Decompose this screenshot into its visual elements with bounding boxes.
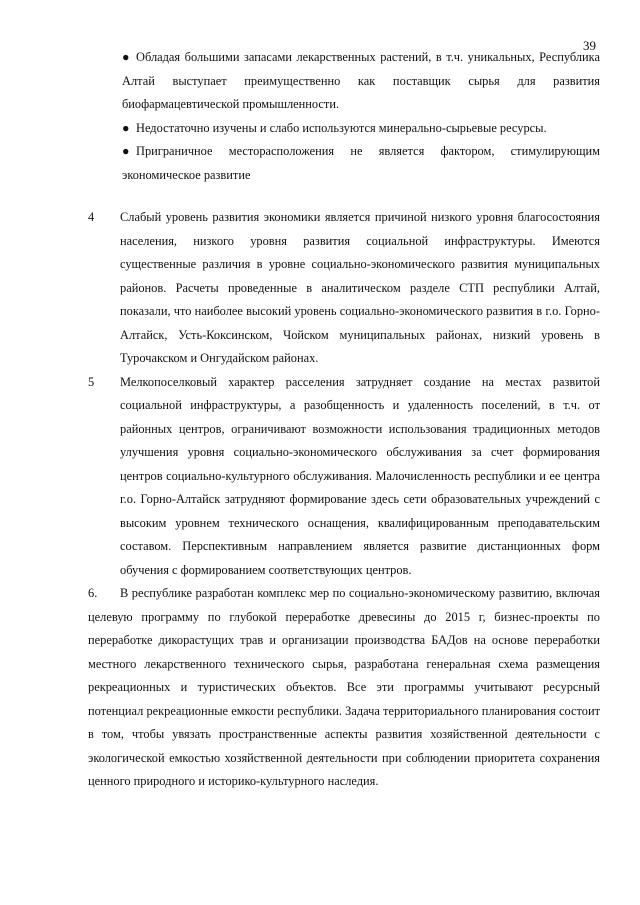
bullet-text: Недостаточно изучены и слабо используются минерально-сырьевые ресурсы. bbox=[136, 120, 547, 135]
item-text: Слабый уровень развития экономики является причиной низкого уровня благосостояния населения, низкого уровня развития социальной инфраструктуры. Имеются существенные различия в уровне социально-экономического развития муниципальных районов. Расчеты проведенные в аналитическом разделе СТП республики Алтай, показали, что наиболее высокий уровень социально-экономического развития в г.о. Горно-Алтайск, Усть-Коксинском, Чойском муниципальных районах, низкий уровень в Турочакском и Онгудайском районах. bbox=[120, 210, 600, 365]
bullet-item bbox=[122, 117, 600, 141]
bullet-icon: ● bbox=[122, 50, 130, 64]
page-number: 39 bbox=[583, 38, 596, 53]
item-number: 4 bbox=[88, 210, 95, 224]
item-number: 5 bbox=[88, 374, 95, 389]
bullet-item bbox=[122, 46, 600, 117]
list-item bbox=[88, 206, 600, 371]
list-item bbox=[88, 582, 600, 794]
list-item bbox=[88, 371, 600, 583]
bullet-text: Приграничное месторасположения не является фактором, стимулирующим экономическое развитие bbox=[122, 144, 600, 182]
item-text: В республике разработан комплекс мер по социально-экономическому развитию, включая целевую программу по глубокой переработке древесины до 2015 г, бизнес-проекты по переработке дикорастущих трав и организации производства БАДов на основе переработки местного лекарственного технического сырья, разработана генеральная схема размещения рекреационных и туристических объектов. Все эти программы учитывают ресурсный потенциал рекреационные емкости республики. Задача территориального планирования состоит в том, чтобы увязать пространственные аспекты развития хозяйственной деятельности с экологической емкостью хозяйственной деятельности при соблюдении приоритета сохранения ценного природного и историко-культурного наследия. bbox=[88, 586, 600, 788]
item-text: Мелкопоселковый характер расселения затрудняет создание на местах развитой социальной инфраструктуры, а разобщенность и удаленность поселений, в т.ч. от районных центров, ограничивают возможности использования традиционных методов улучшения уровня социально-экономического обслуживания за счет формирования центров социально-культурного обслуживания. Малочисленность республики и ее центра г.о. Горно-Алтайск затрудняют формирование здесь сети образовательных учреждений с высоким уровнем технического оснащения, квалифицированным преподавательским составом. Перспективным направлением является развитие дистанционных форм обучения с формированием соответствующих центров. bbox=[120, 374, 600, 577]
bullet-list bbox=[122, 46, 600, 187]
bullet-icon: ● bbox=[122, 120, 130, 135]
bullet-item bbox=[122, 140, 600, 187]
bullet-icon: ● bbox=[122, 144, 130, 158]
numbered-list bbox=[88, 206, 600, 794]
bullet-text: Обладая большими запасами лекарственных растений, в т.ч. уникальных, Республика Алтай выступает преимущественно как поставщик сырья для развития биофармацевтической промышленности. bbox=[122, 50, 600, 111]
item-number: 6. bbox=[88, 586, 98, 600]
